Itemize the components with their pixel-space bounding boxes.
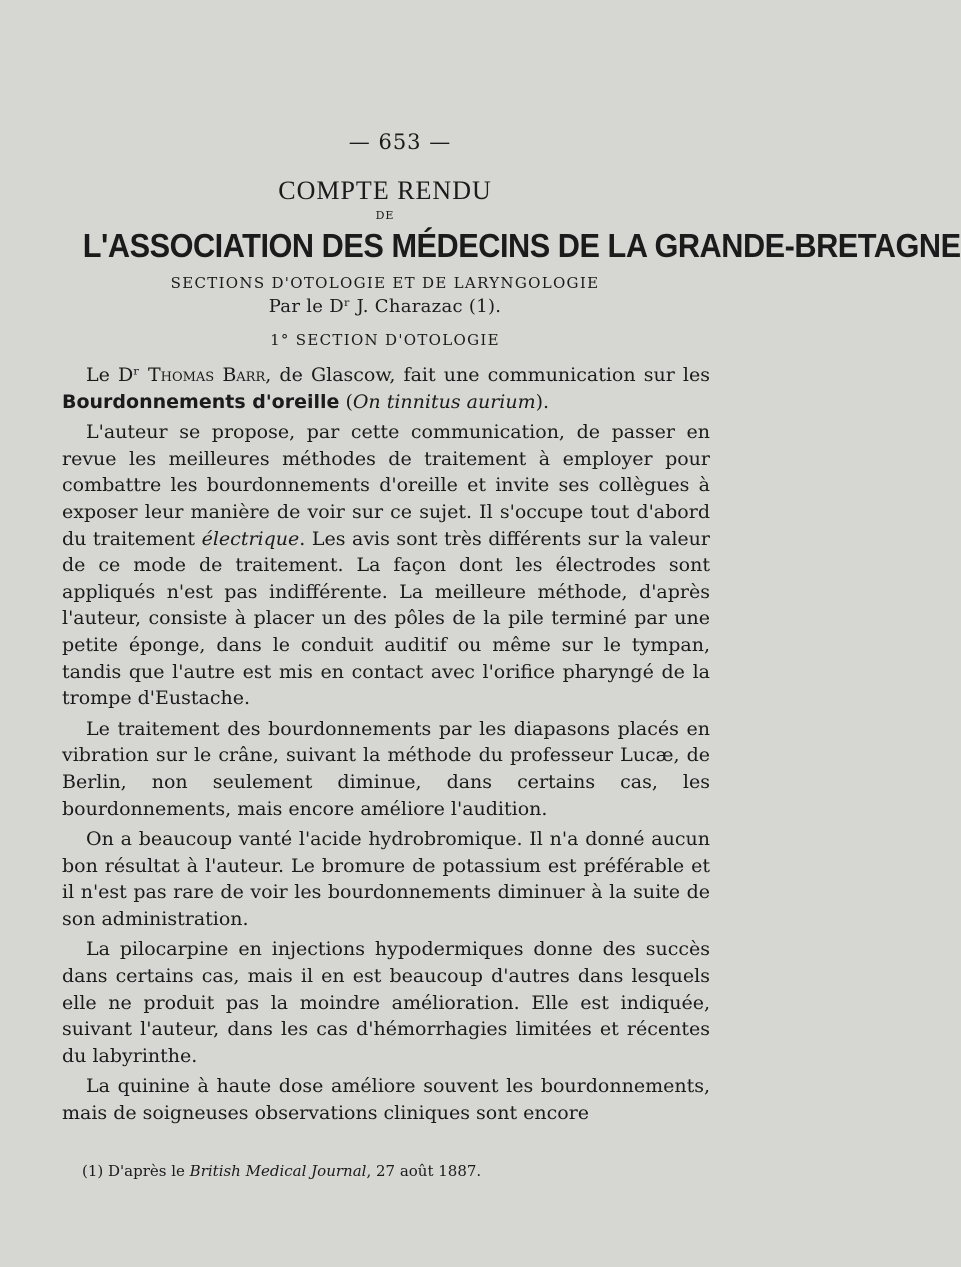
p2-italic: électrique	[201, 527, 300, 550]
p1-text-d: ).	[535, 390, 550, 413]
paragraph-6: La quinine à haute dose améliore souvent les bourdonnements, mais de soigneuses observations cliniques sont encore	[62, 1075, 710, 1125]
page-number: — 653 —	[348, 130, 452, 154]
p1-text-a: Le Dʳ	[86, 364, 148, 386]
sections-subtitle: SECTIONS D'OTOLOGIE ET DE LARYNGOLOGIE	[170, 274, 600, 292]
p2-text-b: . Les avis sont très différents sur la valeur de ce mode de traitement. La façon dont les électrodes sont appliqués n'est pas indifférente. La meilleure méthode, d'après l'auteur, consiste à placer un des pôles de la pile terminé par une petite éponge, dans le conduit auditif ou même sur le tympan, tandis que l'autre est mis en contact avec l'orifice pharyngé de la trompe d'Eustache.	[62, 527, 710, 710]
body-text	[62, 362, 710, 1127]
footnote-text-b: , 27 août 1887.	[366, 1162, 482, 1180]
footnote-text-a: (1) D'après le	[82, 1162, 190, 1180]
p2-text-a: L'auteur se propose, par cette communication, de passer en revue les meilleures méthodes de traitement à employer pour combattre les bourdonnements d'oreille et invite ses collègues à exposer leur manière de voir sur ce sujet. Il s'occupe tout d'abord du traitement	[62, 421, 710, 550]
title-line-2: L'ASSOCIATION DES MÉDECINS DE LA GRANDE-BRETAGNE	[82, 227, 961, 264]
paragraph-1	[62, 362, 710, 415]
footnote-journal: British Medical Journal	[189, 1162, 367, 1180]
section-heading: 1° SECTION D'OTOLOGIE	[270, 331, 500, 349]
title-line-1: COMPTE RENDU	[278, 176, 492, 205]
title-de: DE	[375, 209, 395, 222]
paragraph-3: Le traitement des bourdonnements par les diapasons placés en vibration sur le crâne, suivant la méthode du professeur Lucæ, de Berlin, non seulement diminue, dans certains cas, les bourdonnements, mais encore améliore l'audition.	[62, 717, 710, 820]
footnote	[82, 1162, 702, 1180]
p1-author-name: Thomas Barr	[147, 364, 266, 386]
paragraph-5: La pilocarpine en injections hypodermiques donne des succès dans certains cas, mais il en est beaucoup d'autres dans lesquels elle ne produit pas la moindre amélioration. Elle est indiquée, suivant l'auteur, dans les cas d'hémorrhagies limitées et récentes du labyrinthe.	[62, 938, 710, 1067]
p1-text-b: , de Glascow, fait une communication sur les	[265, 364, 710, 386]
p1-italic-title: On tinnitus aurium	[352, 390, 536, 413]
p1-text-c: (	[339, 390, 353, 413]
paragraph-2	[62, 419, 710, 712]
p1-bold-topic: Bourdonnements d'oreille	[62, 390, 340, 413]
author-line: Par le Dʳ J. Charazac (1).	[268, 296, 502, 317]
paragraph-4: On a beaucoup vanté l'acide hydrobromique. Il n'a donné aucun bon résultat à l'auteur. Le bromure de potassium est préférable et il n'est pas rare de voir les bourdonnements diminuer à la suite de son administration.	[62, 828, 710, 930]
